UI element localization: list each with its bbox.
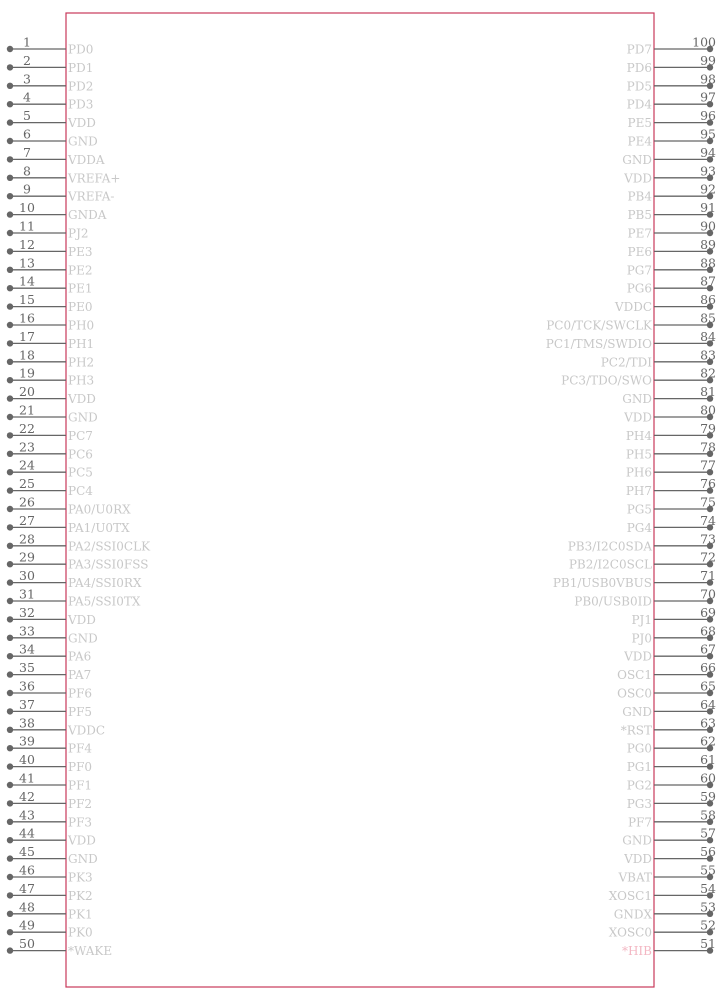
pin-number: 8 — [23, 163, 31, 179]
pin-name: GNDX — [613, 907, 652, 922]
pin-number: 34 — [19, 641, 35, 657]
pin-number: 35 — [19, 660, 35, 676]
pin-name: VDD — [624, 410, 652, 425]
pin-name: PF6 — [68, 686, 93, 701]
pin-number: 31 — [19, 586, 35, 602]
pin-name: PE6 — [627, 244, 652, 259]
pin-terminal-dot — [7, 487, 13, 493]
pin-name: VDD — [624, 171, 652, 186]
pin-number: 75 — [700, 494, 716, 510]
pin-name: VDDC — [68, 723, 106, 738]
pin-name: PC5 — [68, 465, 93, 480]
pin-name: *RST — [620, 723, 652, 738]
pin-name: XOSC0 — [608, 925, 652, 940]
pin-number: 80 — [700, 402, 716, 418]
pin-name: PJ2 — [68, 226, 89, 241]
pin-number: 43 — [19, 807, 35, 823]
pin-name: PG5 — [626, 502, 652, 517]
pin-name: VDD — [68, 392, 96, 407]
pin-terminal-dot — [7, 782, 13, 788]
left-pin-group — [7, 35, 151, 959]
pin-number: 93 — [700, 163, 716, 179]
pin-terminal-dot — [7, 911, 13, 917]
pin-terminal-dot — [7, 763, 13, 769]
pin-number: 94 — [700, 144, 716, 160]
pin-name: PA6 — [68, 649, 92, 664]
pin-name: PF7 — [627, 815, 652, 830]
pin-number: 47 — [19, 880, 35, 896]
pin-name: GND — [68, 852, 98, 867]
pin-number: 39 — [19, 733, 35, 749]
pin-number: 83 — [700, 347, 716, 363]
pin-terminal-dot — [7, 690, 13, 696]
pin-number: 12 — [19, 236, 35, 252]
pin-name: PD7 — [626, 42, 652, 57]
ic-body-outline — [66, 13, 654, 987]
pin-number: 95 — [700, 126, 716, 142]
pin-name: PF3 — [68, 815, 93, 830]
pin-name: OSC1 — [617, 668, 652, 683]
pin-terminal-dot — [7, 119, 13, 125]
pin-terminal-dot — [7, 800, 13, 806]
pin-terminal-dot — [7, 230, 13, 236]
pin-number: 22 — [19, 420, 35, 436]
pin-name: *WAKE — [68, 944, 113, 959]
pin-name: PB4 — [627, 189, 652, 204]
pin-number: 66 — [700, 660, 716, 676]
pin-name: PH4 — [625, 428, 652, 443]
pin-number: 9 — [23, 181, 31, 197]
pin-name: PC7 — [68, 428, 93, 443]
pin-terminal-dot — [7, 929, 13, 935]
pin-name: PE1 — [68, 281, 93, 296]
pin-name: PD0 — [68, 42, 94, 57]
pin-terminal-dot — [7, 414, 13, 420]
pin-number: 82 — [700, 365, 716, 381]
pin-name: PA0/U0RX — [68, 502, 131, 517]
pin-terminal-dot — [7, 653, 13, 659]
pin-number: 67 — [700, 641, 716, 657]
pin-number: 55 — [700, 862, 716, 878]
pin-number: 99 — [700, 52, 716, 68]
pin-name: PD3 — [68, 97, 94, 112]
pin-name: VREFA+ — [68, 171, 121, 186]
pin-name: GND — [622, 704, 652, 719]
pin-number: 38 — [19, 715, 35, 731]
pin-terminal-dot — [7, 138, 13, 144]
pin-name: PJ1 — [631, 612, 652, 627]
pin-number: 49 — [19, 917, 35, 933]
pin-name: GND — [622, 833, 652, 848]
pin-terminal-dot — [7, 322, 13, 328]
pin-number: 20 — [19, 384, 35, 400]
pin-name: PH1 — [68, 336, 95, 351]
pin-terminal-dot — [7, 874, 13, 880]
pin-number: 60 — [700, 770, 716, 786]
pin-terminal-dot — [7, 340, 13, 346]
pin-number: 97 — [700, 89, 716, 105]
pin-number: 28 — [19, 531, 35, 547]
pin-number: 65 — [700, 678, 716, 694]
pin-number: 4 — [23, 89, 31, 105]
pin-name: PH0 — [68, 318, 95, 333]
pin-number: 61 — [700, 752, 716, 768]
pin-name: *HIB — [621, 944, 652, 959]
pin-number: 51 — [700, 936, 716, 952]
pin-name: PC0/TCK/SWCLK — [546, 318, 652, 333]
pin-number: 92 — [700, 181, 716, 197]
pin-number: 87 — [700, 273, 716, 289]
pin-number: 13 — [19, 255, 35, 271]
pin-number: 59 — [700, 788, 716, 804]
pin-name: PK3 — [68, 870, 93, 885]
pin-name: OSC0 — [617, 686, 652, 701]
pin-number: 81 — [700, 384, 716, 400]
pin-terminal-dot — [7, 671, 13, 677]
pin-number: 62 — [700, 733, 716, 749]
pin-number: 71 — [700, 568, 716, 584]
pin-number: 10 — [19, 200, 35, 216]
pin-number: 29 — [19, 549, 35, 565]
pin-number: 79 — [700, 420, 716, 436]
pin-number: 50 — [19, 936, 35, 952]
pin-number: 24 — [19, 457, 35, 473]
pin-name: PC1/TMS/SWDIO — [545, 336, 652, 351]
pin-number: 98 — [700, 71, 716, 87]
pin-name: PD1 — [68, 60, 94, 75]
pin-terminal-dot — [7, 303, 13, 309]
pin-name: PG4 — [626, 520, 652, 535]
pin-name: XOSC1 — [608, 888, 652, 903]
pin-number: 44 — [19, 825, 35, 841]
pin-name: PA3/SSI0FSS — [68, 557, 149, 572]
pin-name: PC6 — [68, 447, 93, 462]
pin-name: PE4 — [627, 134, 652, 149]
pin-name: VDDA — [68, 152, 105, 167]
pin-number: 91 — [700, 200, 716, 216]
pin-number: 53 — [700, 899, 716, 915]
pin-number: 33 — [19, 623, 35, 639]
pin-name: PF4 — [68, 741, 93, 756]
pin-number: 40 — [19, 752, 35, 768]
pin-number: 68 — [700, 623, 716, 639]
pin-terminal-dot — [7, 727, 13, 733]
pin-name: PB1/USB0VBUS — [552, 576, 652, 591]
pin-terminal-dot — [7, 193, 13, 199]
pin-number: 52 — [700, 917, 716, 933]
pin-name: PK2 — [68, 888, 93, 903]
pin-terminal-dot — [7, 395, 13, 401]
pin-name: GND — [622, 152, 652, 167]
pin-name: GND — [68, 631, 98, 646]
pin-name: PD4 — [626, 97, 652, 112]
pin-number: 64 — [700, 696, 716, 712]
pin-name: PF1 — [68, 778, 93, 793]
pin-number: 74 — [700, 512, 716, 528]
pin-name: PF2 — [68, 796, 93, 811]
pin-number: 15 — [19, 292, 35, 308]
pin-terminal-dot — [7, 64, 13, 70]
pin-number: 26 — [19, 494, 35, 510]
pin-terminal-dot — [7, 855, 13, 861]
pin-number: 37 — [19, 696, 35, 712]
pin-name: PG3 — [626, 796, 652, 811]
pin-name: VDD — [624, 852, 652, 867]
pin-terminal-dot — [7, 837, 13, 843]
pin-number: 72 — [700, 549, 716, 565]
pin-number: 56 — [700, 844, 716, 860]
pin-name: VBAT — [618, 870, 652, 885]
pin-number: 76 — [700, 476, 716, 492]
pin-name: PK0 — [68, 925, 93, 940]
pin-name: PH6 — [625, 465, 652, 480]
pin-number: 86 — [700, 292, 716, 308]
pin-name: GND — [68, 134, 98, 149]
pin-number: 41 — [19, 770, 35, 786]
pin-terminal-dot — [7, 156, 13, 162]
pin-name: VREFA- — [68, 189, 115, 204]
pin-name: PK1 — [68, 907, 93, 922]
pin-name: PE0 — [68, 300, 93, 315]
pin-terminal-dot — [7, 175, 13, 181]
pin-number: 88 — [700, 255, 716, 271]
pin-terminal-dot — [7, 432, 13, 438]
pin-number: 73 — [700, 531, 716, 547]
right-pin-group — [546, 35, 716, 959]
pin-terminal-dot — [7, 819, 13, 825]
pin-name: PA5/SSI0TX — [68, 594, 141, 609]
pin-number: 17 — [19, 328, 35, 344]
pin-name: PA1/U0TX — [68, 520, 130, 535]
pin-number: 84 — [700, 328, 716, 344]
pin-terminal-dot — [7, 248, 13, 254]
pin-name: PH3 — [68, 373, 95, 388]
pin-name: PH7 — [625, 484, 652, 499]
pin-number: 32 — [19, 604, 35, 620]
pin-number: 5 — [23, 108, 31, 124]
pin-number: 90 — [700, 218, 716, 234]
pin-number: 89 — [700, 236, 716, 252]
pin-number: 54 — [700, 880, 716, 896]
pin-name: VDD — [68, 612, 96, 627]
pin-number: 77 — [700, 457, 716, 473]
pin-number: 1 — [23, 34, 31, 50]
pin-number: 25 — [19, 476, 35, 492]
pin-number: 18 — [19, 347, 35, 363]
pin-name: VDD — [68, 833, 96, 848]
pin-terminal-dot — [7, 579, 13, 585]
pin-name: PD2 — [68, 79, 94, 94]
pin-name: PH2 — [68, 355, 95, 370]
pin-number: 63 — [700, 715, 716, 731]
pin-number: 36 — [19, 678, 35, 694]
pin-name: GND — [622, 392, 652, 407]
pin-number: 23 — [19, 439, 35, 455]
pin-number: 46 — [19, 862, 35, 878]
pin-name: PE3 — [68, 244, 93, 259]
pin-name: PA4/SSI0RX — [68, 576, 142, 591]
pin-name: PB0/USB0ID — [574, 594, 652, 609]
pin-name: PG0 — [626, 741, 652, 756]
pin-name: PF5 — [68, 704, 93, 719]
pin-1 — [7, 35, 94, 57]
pin-name: PG1 — [626, 760, 652, 775]
pin-name: VDDC — [614, 300, 652, 315]
pin-name: PJ0 — [631, 631, 652, 646]
pin-terminal-dot — [7, 543, 13, 549]
pin-number: 48 — [19, 899, 35, 915]
pin-terminal-dot — [7, 506, 13, 512]
pin-terminal-dot — [7, 267, 13, 273]
pin-name: PB2/I2C0SCL — [568, 557, 652, 572]
pin-name: PB5 — [627, 208, 652, 223]
pin-number: 19 — [19, 365, 35, 381]
pin-name: PE5 — [627, 116, 652, 131]
pin-number: 16 — [19, 310, 35, 326]
pin-number: 27 — [19, 512, 35, 528]
pin-terminal-dot — [7, 524, 13, 530]
pin-name: PE7 — [627, 226, 652, 241]
pin-number: 45 — [19, 844, 35, 860]
pin-terminal-dot — [7, 377, 13, 383]
pin-terminal-dot — [7, 285, 13, 291]
pin-number: 2 — [23, 52, 31, 68]
pin-terminal-dot — [7, 616, 13, 622]
pin-number: 85 — [700, 310, 716, 326]
pin-terminal-dot — [7, 359, 13, 365]
pin-name: PB3/I2C0SDA — [567, 539, 652, 554]
pin-terminal-dot — [7, 561, 13, 567]
pin-number: 30 — [19, 568, 35, 584]
pin-name: PH5 — [625, 447, 652, 462]
pin-50 — [7, 936, 112, 958]
pin-number: 42 — [19, 788, 35, 804]
pin-name: PD5 — [626, 79, 652, 94]
pin-number: 96 — [700, 108, 716, 124]
pin-terminal-dot — [7, 947, 13, 953]
pin-terminal-dot — [7, 745, 13, 751]
pin-name: PD6 — [626, 60, 652, 75]
pin-number: 3 — [23, 71, 31, 87]
pin-number: 21 — [19, 402, 35, 418]
pin-name: VDD — [624, 649, 652, 664]
pin-terminal-dot — [7, 451, 13, 457]
pin-name: PG6 — [626, 281, 652, 296]
pin-number: 69 — [700, 604, 716, 620]
pin-terminal-dot — [7, 101, 13, 107]
pin-number: 100 — [692, 34, 716, 50]
pin-terminal-dot — [7, 598, 13, 604]
pin-name: PF0 — [68, 760, 93, 775]
pin-terminal-dot — [7, 46, 13, 52]
pin-number: 78 — [700, 439, 716, 455]
pin-terminal-dot — [7, 211, 13, 217]
pin-terminal-dot — [7, 708, 13, 714]
pin-number: 14 — [19, 273, 35, 289]
pin-terminal-dot — [7, 892, 13, 898]
pin-number: 70 — [700, 586, 716, 602]
pin-number: 11 — [19, 218, 35, 234]
pin-name: PC2/TDI — [600, 355, 652, 370]
pin-name: PE2 — [68, 263, 93, 278]
pin-name: PG7 — [626, 263, 652, 278]
pin-name: GND — [68, 410, 98, 425]
pin-name: PC4 — [68, 484, 93, 499]
pin-name: PA7 — [68, 668, 92, 683]
pin-name: VDD — [68, 116, 96, 131]
pin-terminal-dot — [7, 83, 13, 89]
pin-number: 57 — [700, 825, 716, 841]
pin-name: PC3/TDO/SWO — [561, 373, 652, 388]
pin-name: GNDA — [68, 208, 107, 223]
pin-terminal-dot — [7, 635, 13, 641]
pin-name: PG2 — [626, 778, 652, 793]
pin-name: PA2/SSI0CLK — [68, 539, 151, 554]
pin-terminal-dot — [7, 469, 13, 475]
pin-number: 7 — [23, 144, 31, 160]
pin-number: 58 — [700, 807, 716, 823]
pin-number: 6 — [23, 126, 31, 142]
